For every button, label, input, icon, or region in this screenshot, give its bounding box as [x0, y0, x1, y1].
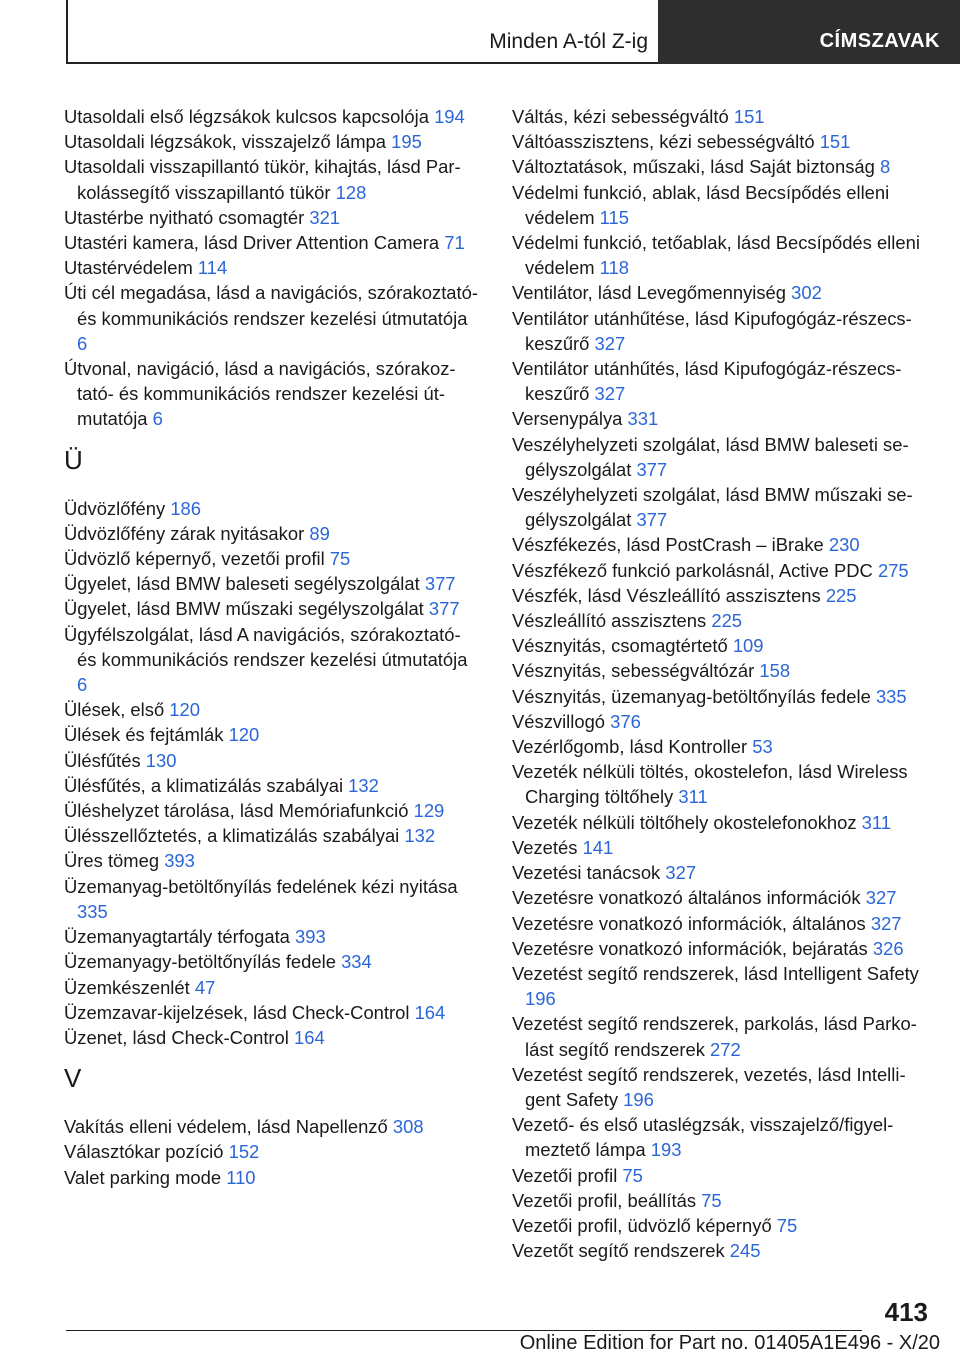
- index-entry: [64, 596, 480, 621]
- index-entry-text: Vészfék, lásd Vészleállító asszisztens: [512, 584, 821, 606]
- index-entry-text: Vészvillogó: [512, 710, 606, 732]
- index-entry-page-link[interactable]: 186: [170, 497, 202, 519]
- index-entry-page-link[interactable]: 377: [636, 509, 668, 531]
- index-entry: [64, 356, 480, 432]
- index-entry: [512, 709, 930, 734]
- index-entry: [64, 924, 480, 949]
- index-entry: [512, 1062, 930, 1112]
- index-entry: [64, 874, 480, 924]
- index-entry: [64, 230, 480, 255]
- entries-group-v: [64, 1114, 480, 1190]
- index-entry-page-link[interactable]: 158: [759, 660, 791, 682]
- index-entry-page-link[interactable]: 311: [678, 786, 708, 808]
- index-entry: [64, 975, 480, 1000]
- index-entry-text: Vészfékező funkció parkolásnál, Active PDC: [512, 559, 873, 581]
- index-entry: [512, 230, 930, 280]
- index-entry-text: Utastéri kamera, lásd Driver Attention Camera: [64, 232, 440, 254]
- index-entry-page-link[interactable]: 53: [752, 736, 773, 758]
- footer-edition-text: Online Edition for Part no. 01405A1E496 - X/20: [519, 1332, 940, 1354]
- index-entry: [64, 1000, 480, 1025]
- index-entry-text: Vezeték nélküli töltés, okostelefon, lásd Wireless Charging töltőhely: [512, 761, 908, 808]
- index-entry-page-link[interactable]: 393: [164, 850, 195, 872]
- section-heading-v: V: [64, 1063, 82, 1094]
- index-entry-text: Üzemanyagy-betöltőnyílás fedele: [64, 951, 336, 973]
- index-entry-text: Változtatások, műszaki, lásd Saját biztonság: [512, 156, 875, 178]
- index-entry-text: Vezetésre vonatkozó általános információk: [512, 887, 861, 909]
- index-entry: [64, 546, 480, 571]
- index-entry-page-link[interactable]: 89: [309, 522, 330, 544]
- index-entry: [512, 532, 930, 557]
- index-entry-page-link[interactable]: 129: [413, 800, 445, 822]
- header-left-rule: [66, 0, 68, 64]
- index-entry: [512, 180, 930, 230]
- index-entry-text: Vészfékezés, lásd PostCrash – iBrake: [512, 534, 824, 556]
- index-entry: [64, 571, 480, 596]
- index-entry-page-link[interactable]: 130: [145, 749, 177, 771]
- index-entry-page-link[interactable]: 114: [197, 257, 228, 279]
- index-entry-text: Veszélyhelyzeti szolgálat, lásd BMW baleseti segélyszolgálat: [512, 433, 909, 480]
- index-entry: [512, 154, 930, 179]
- index-entry: [512, 1238, 930, 1263]
- index-entry-text: Ülések és fejtámlák: [64, 724, 224, 746]
- index-entry-text: Ventilátor, lásd Levegőmennyiség: [512, 282, 786, 304]
- index-entry-page-link[interactable]: 120: [228, 724, 260, 746]
- index-entry-page-link[interactable]: 335: [875, 685, 907, 707]
- index-column-left: [64, 104, 480, 1190]
- index-entry: [64, 1114, 480, 1139]
- index-entry-text: Üzemzavar-kijelzések, lásd Check-Control: [64, 1001, 410, 1023]
- index-entry: [512, 835, 930, 860]
- index-entry-page-link[interactable]: 196: [623, 1088, 654, 1110]
- index-entry-text: Üzemanyagtartály térfogata: [64, 926, 290, 948]
- index-entry: [64, 949, 480, 974]
- index-entry-page-link[interactable]: 335: [77, 900, 108, 922]
- index-entry-page-link[interactable]: 377: [636, 458, 668, 480]
- index-entry: [512, 911, 930, 936]
- index-entry-page-link[interactable]: 8: [880, 156, 891, 178]
- index-entry: [64, 129, 480, 154]
- index-entry: [512, 684, 930, 709]
- index-entry-text: Védelmi funkció, ablak, lásd Becsípődés elleni védelem: [512, 181, 890, 228]
- index-entry: [64, 154, 480, 204]
- index-entry-page-link[interactable]: 311: [861, 811, 891, 833]
- entries-group-v-continued: [512, 104, 930, 1263]
- index-entry-text: Üdvözlőfény zárak nyitásakor: [64, 522, 305, 544]
- header-tab-label: CÍMSZAVAK: [819, 30, 940, 52]
- section-heading-u: Ü: [64, 444, 83, 475]
- index-entry: [64, 205, 480, 230]
- index-entry: [512, 129, 930, 154]
- index-entry-page-link[interactable]: 75: [701, 1189, 722, 1211]
- index-entry-page-link[interactable]: 120: [169, 699, 200, 721]
- index-entry-page-link[interactable]: 193: [650, 1139, 682, 1161]
- index-entry-text: Váltás, kézi sebességváltó: [512, 106, 729, 127]
- index-entry-page-link[interactable]: 75: [622, 1164, 643, 1186]
- index-entry-text: Ügyfélszolgálat, lásd A navigációs, szórakoztató- és kommunikációs rendszer kezelési útmutatója: [64, 623, 468, 670]
- index-entry-page-link[interactable]: 377: [428, 598, 460, 620]
- index-entry: [512, 356, 930, 406]
- index-entry-page-link[interactable]: 196: [525, 988, 556, 1010]
- index-entry-text: Vakítás elleni védelem, lásd Napellenző: [64, 1116, 388, 1138]
- header-bottom-rule: [66, 62, 658, 64]
- index-entry-page-link[interactable]: 326: [872, 937, 904, 959]
- index-entry-text: Vésznyitás, csomagtértető: [512, 635, 728, 657]
- index-entry-text: Vésznyitás, sebességváltózár: [512, 660, 755, 682]
- index-entry-text: Versenypálya: [512, 408, 623, 430]
- index-entry-text: Üzemanyag-betöltőnyílás fedelének kézi nyitása: [64, 875, 458, 897]
- index-entry-page-link[interactable]: 109: [732, 635, 764, 657]
- index-entry-text: Ülésfűtés, a klimatizálás szabályai: [64, 774, 344, 796]
- index-entry-page-link[interactable]: 132: [404, 825, 436, 847]
- index-entry-page-link[interactable]: 376: [610, 710, 641, 732]
- index-entry-page-link[interactable]: 230: [828, 534, 860, 556]
- index-entry-page-link[interactable]: 75: [776, 1214, 798, 1236]
- index-entry-page-link[interactable]: 194: [434, 106, 465, 127]
- index-entry-text: Vezetést segítő rendszerek, vezetés, lásd Intelligent Safety: [512, 1063, 906, 1110]
- index-entry-page-link[interactable]: 321: [309, 206, 341, 228]
- index-entry-text: Vezetésre vonatkozó információk, általános: [512, 912, 866, 934]
- index-entry: [512, 306, 930, 356]
- index-entry: [512, 658, 930, 683]
- index-entry-text: Valet parking mode: [64, 1166, 222, 1188]
- index-entry-page-link[interactable]: 225: [711, 610, 743, 632]
- index-entry-text: Vezetési tanácsok: [512, 862, 661, 884]
- index-entry: [64, 748, 480, 773]
- index-entry: [512, 558, 930, 583]
- index-entry-text: Vésznyitás, üzemanyag-betöltőnyílás fedele: [512, 685, 871, 707]
- index-entry: [512, 104, 930, 129]
- index-entry-text: Utasoldali légzsákok, visszajelző lámpa: [64, 131, 386, 153]
- index-entry: [512, 1163, 930, 1188]
- page-number: 413: [884, 1297, 928, 1327]
- index-entry: [512, 936, 930, 961]
- index-column-right: [512, 104, 930, 1263]
- index-entry: [64, 1165, 480, 1190]
- index-entry-page-link[interactable]: 302: [791, 282, 822, 304]
- index-entry: [64, 697, 480, 722]
- index-entry-text: Vezetői profil: [512, 1164, 618, 1186]
- index-entry-page-link[interactable]: 118: [599, 257, 629, 279]
- index-entry-text: Üdvözlőfény: [64, 497, 166, 519]
- index-entry-text: Veszélyhelyzeti szolgálat, lásd BMW műszaki segélyszolgálat: [512, 484, 913, 531]
- index-entry: [512, 608, 930, 633]
- index-entry: [64, 773, 480, 798]
- index-entry-text: Utastérbe nyitható csomagtér: [64, 206, 305, 228]
- index-entry-page-link[interactable]: 327: [870, 912, 902, 934]
- index-entry: [512, 810, 930, 835]
- index-entry: [64, 280, 480, 356]
- index-entry-page-link[interactable]: 308: [392, 1116, 424, 1138]
- index-entry-page-link[interactable]: 327: [865, 887, 897, 909]
- index-entry: [512, 734, 930, 759]
- index-entry-page-link[interactable]: 110: [226, 1166, 256, 1188]
- index-entry-text: Védelmi funkció, tetőablak, lásd Becsípődés elleni védelem: [512, 232, 920, 279]
- index-entry-text: Vezetői profil, üdvözlő képernyő: [512, 1214, 772, 1236]
- index-entry: [512, 1188, 930, 1213]
- index-entry-text: Üléshelyzet tárolása, lásd Memóriafunkció: [64, 800, 409, 822]
- index-entry-page-link[interactable]: 327: [594, 383, 626, 405]
- index-entry-page-link[interactable]: 327: [594, 332, 626, 354]
- index-entry: [64, 104, 480, 129]
- index-entry: [512, 432, 930, 482]
- index-entry: [512, 1011, 930, 1061]
- index-entry-page-link[interactable]: 151: [733, 106, 765, 127]
- index-entry-text: Vezetőt segítő rendszerek: [512, 1240, 725, 1262]
- index-entry: [512, 583, 930, 608]
- index-entry-text: Üzemkészenlét: [64, 976, 190, 998]
- entries-group-u-accent: [64, 104, 480, 432]
- index-entry: [512, 406, 930, 431]
- index-entry-text: Vezetést segítő rendszerek, parkolás, lásd Parkolást segítő rendszerek: [512, 1013, 917, 1060]
- index-entry-text: Útvonal, navigáció, lásd a navigációs, szórakoztató- és kommunikációs rendszer kezelési útmutatója: [64, 358, 456, 430]
- index-entry: [64, 798, 480, 823]
- index-entry-text: Utasoldali visszapillantó tükör, kihajtás, lásd Parkolássegítő visszapillantó tükör: [64, 156, 461, 203]
- index-entry-text: Ventilátor utánhűtése, lásd Kipufogógáz-részecskeszűrő: [512, 307, 912, 354]
- index-entry: [512, 482, 930, 532]
- index-entry-text: Üdvözlő képernyő, vezetői profil: [64, 548, 325, 570]
- index-entry-page-link[interactable]: 245: [729, 1240, 761, 1262]
- index-entry: [512, 961, 930, 1011]
- index-entry-text: Vezetés: [512, 836, 578, 858]
- index-entry-text: Ülésfűtés: [64, 749, 141, 771]
- index-entry-page-link[interactable]: 151: [819, 131, 851, 153]
- index-entry: [64, 848, 480, 873]
- index-entry-text: Vezetésre vonatkozó információk, bejáratás: [512, 937, 868, 959]
- header-section-title: Minden A-tól Z-ig: [489, 30, 648, 53]
- index-entry-text: Ülésszellőztetés, a klimatizálás szabályai: [64, 825, 400, 847]
- index-entry: [512, 280, 930, 305]
- index-entry-page-link[interactable]: 6: [77, 674, 88, 696]
- index-entry-text: Vezetést segítő rendszerek, lásd Intelligent Safety: [512, 962, 919, 984]
- index-entry-page-link[interactable]: 331: [627, 408, 659, 430]
- index-entry: [64, 1025, 480, 1050]
- index-entry: [512, 759, 930, 809]
- index-entry-page-link[interactable]: 128: [335, 181, 367, 203]
- index-entry-page-link[interactable]: 195: [391, 131, 422, 153]
- index-entry-page-link[interactable]: 393: [295, 926, 326, 948]
- index-entry: [512, 1213, 930, 1238]
- index-entry-page-link[interactable]: 334: [341, 951, 372, 973]
- index-entry-page-link[interactable]: 275: [877, 559, 909, 581]
- index-entry-page-link[interactable]: 47: [194, 976, 216, 998]
- index-entry-text: Ülések, első: [64, 699, 165, 721]
- index-entry-text: Vezeték nélküli töltőhely okostelefonokhoz: [512, 811, 857, 833]
- index-entry-text: Ügyelet, lásd BMW műszaki segélyszolgálat: [64, 598, 424, 620]
- index-entry: [64, 722, 480, 747]
- index-entry-page-link[interactable]: 6: [77, 332, 88, 354]
- index-entry: [512, 885, 930, 910]
- index-entry-page-link[interactable]: 152: [228, 1141, 260, 1163]
- index-entry-text: Vezérlőgomb, lásd Kontroller: [512, 736, 748, 758]
- entries-group-u: [64, 496, 480, 1050]
- index-entry: [64, 823, 480, 848]
- index-entry-text: Utastérvédelem: [64, 257, 193, 279]
- index-entry: [64, 1139, 480, 1164]
- index-entry-text: Váltóasszisztens, kézi sebességváltó: [512, 131, 815, 153]
- index-entry-text: Ventilátor utánhűtés, lásd Kipufogógáz-részecskeszűrő: [512, 358, 902, 405]
- index-entry-text: Úti cél megadása, lásd a navigációs, szórakoztató- és kommunikációs rendszer kezelési útmutatója: [64, 282, 478, 329]
- footer-rule: [66, 1330, 862, 1331]
- index-entry-text: Üzenet, lásd Check-Control: [64, 1026, 289, 1048]
- index-entry-page-link[interactable]: 327: [665, 862, 697, 884]
- index-entry-page-link[interactable]: 115: [599, 206, 629, 228]
- index-entry: [64, 255, 480, 280]
- index-entry-text: Vészleállító asszisztens: [512, 610, 707, 632]
- index-entry-page-link[interactable]: 141: [582, 836, 614, 858]
- index-entry: [64, 521, 480, 546]
- index-entry-page-link[interactable]: 132: [348, 774, 379, 796]
- index-entry: [64, 622, 480, 698]
- index-entry: [512, 1112, 930, 1162]
- index-entry: [64, 496, 480, 521]
- index-entry-text: Vezetői profil, beállítás: [512, 1189, 697, 1211]
- index-entry-text: Ügyelet, lásd BMW baleseti segélyszolgálat: [64, 573, 420, 595]
- index-entry-page-link[interactable]: 71: [444, 232, 465, 254]
- index-entry-text: Választókar pozíció: [64, 1141, 224, 1163]
- index-entry-text: Üres tömeg: [64, 850, 160, 872]
- index-entry: [512, 633, 930, 658]
- index-entry-page-link[interactable]: 75: [329, 548, 351, 570]
- index-entry-text: Vezető- és első utaslégzsák, visszajelző/figyelmeztető lámpa: [512, 1114, 894, 1161]
- index-entry-page-link[interactable]: 377: [424, 573, 456, 595]
- index-entry-text: Utasoldali első légzsákok kulcsos kapcsolója: [64, 106, 429, 127]
- index-entry: [512, 860, 930, 885]
- index-entry-page-link[interactable]: 6: [152, 408, 163, 430]
- index-entry-page-link[interactable]: 225: [825, 584, 857, 606]
- index-entry-page-link[interactable]: 164: [294, 1026, 325, 1048]
- index-entry-page-link[interactable]: 272: [710, 1038, 741, 1060]
- index-entry-page-link[interactable]: 164: [414, 1001, 446, 1023]
